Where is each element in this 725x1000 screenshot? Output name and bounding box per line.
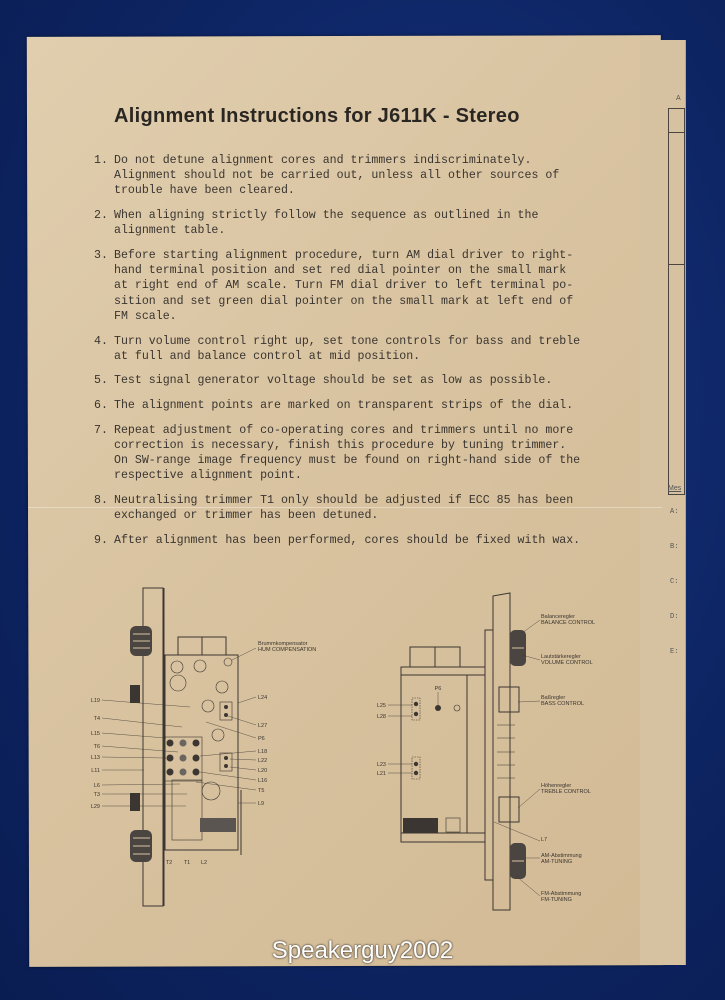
label-t4: T4 (93, 716, 100, 722)
am-de: AM-Abstimmung (541, 853, 582, 859)
label-p6: P6 (258, 736, 265, 742)
item-number: 2. (94, 209, 108, 223)
hum-label-en: HUM COMPENSATION (258, 647, 317, 653)
volume-de: Lautstärkeregler (541, 654, 581, 660)
label-l28: L28 (376, 714, 386, 720)
label-l7: L7 (541, 837, 548, 843)
item-number: 4. (94, 334, 108, 348)
item-number: 1. (94, 154, 108, 167)
fm-de: FM-Abstimmung (541, 891, 582, 897)
row-label: A: (670, 508, 679, 516)
label-l24: L24 (258, 695, 268, 701)
right-chassis-diagram (377, 593, 595, 910)
bass-en: BASS CONTROL (541, 701, 585, 707)
row-label: C: (670, 578, 679, 586)
label-t2: T2 (165, 860, 173, 866)
item-text: Turn volume control right up, set tone controls for bass and treble at full and balance control at mid position. (114, 334, 581, 363)
knob-icon (130, 830, 152, 862)
label-t1: T1 (183, 860, 191, 866)
label-l19: L19 (90, 698, 100, 704)
page-title: Alignment Instructions for J611K - Stereo (114, 105, 520, 127)
row-label: B: (670, 543, 679, 551)
item-text: After alignment has been performed, cores should be fixed with wax. (114, 534, 581, 548)
am-en: AM-TUNING (541, 859, 573, 865)
label-l18: L18 (258, 749, 268, 755)
item-text: Before starting alignment procedure, turn AM dial driver to right- hand terminal position and set red dial pointer on the small mark at right end of AM scale. Turn FM dial driver to left terminal po- sition and set green dial pointer on the small mark at left end of FM scale. (114, 249, 574, 323)
item-text: Repeat adjustment of co-operating cores and trimmers until no more correction is necessary, finish this procedure by tuning trimmer. On SW-range image frequency must be found on right-hand side of the respective alignment point. (114, 423, 581, 483)
left-chassis-diagram (91, 588, 316, 906)
label-l27: L27 (258, 723, 268, 729)
item-number: 3. (94, 249, 108, 263)
label-t3: T3 (93, 792, 100, 798)
item-number: 5. (94, 374, 108, 388)
row-label: D: (670, 613, 679, 621)
item-number: 8. (94, 494, 108, 508)
label-l29: L29 (90, 804, 100, 810)
label-p6: P6 (434, 686, 442, 692)
watermark: Speakerguy2002 (271, 937, 454, 964)
label-l6: L6 (93, 783, 100, 789)
knob-icon (510, 843, 526, 879)
label-l9: L9 (258, 801, 265, 807)
coil-grid (164, 737, 202, 781)
fm-en: FM-TUNING (541, 897, 572, 903)
label-l21: L21 (376, 771, 386, 777)
volume-en: VOLUME CONTROL (541, 660, 593, 666)
item-text: When aligning strictly follow the sequence as outlined in the alignment table. (114, 209, 539, 238)
treble-en: TREBLE CONTROL (541, 789, 591, 795)
label-t6: T6 (93, 744, 100, 750)
label-l15: L15 (90, 731, 100, 737)
item-text: Do not detune alignment cores and trimmers indiscriminately. Alignment should not be carried out, unless all other sources of trouble have been cleared. (114, 154, 560, 198)
label-l22: L22 (258, 758, 268, 764)
balance-en: BALANCE CONTROL (541, 620, 596, 626)
knob-icon (130, 626, 152, 656)
bass-de: Baßregler (541, 695, 566, 701)
label-t5: T5 (258, 788, 265, 794)
knob-icon (510, 630, 526, 666)
hum-label-de: Brummkompensator (258, 641, 308, 647)
balance-de: Balanceregler (541, 614, 575, 620)
back-page-header: A (676, 95, 681, 102)
item-number: 6. (94, 399, 108, 413)
row-label: E: (670, 648, 679, 656)
label-l13: L13 (90, 755, 100, 761)
label-l16: L16 (258, 778, 268, 784)
item-text: The alignment points are marked on transparent strips of the dial. (114, 399, 574, 413)
back-page-meas: Mes (668, 485, 682, 492)
item-number: 9. (94, 534, 108, 548)
label-l20: L20 (258, 768, 268, 774)
item-text: Neutralising trimmer T1 only should be adjusted if ECC 85 has been exchanged or trimmer has been detuned. (114, 494, 574, 523)
label-l2: L2 (200, 860, 208, 866)
item-number: 7. (94, 423, 108, 437)
label-l11: L11 (91, 768, 100, 774)
label-l23: L23 (376, 762, 386, 768)
item-text: Test signal generator voltage should be set as low as possible. (114, 374, 553, 388)
label-l25: L25 (376, 703, 386, 709)
treble-de: Höhenregler (541, 783, 572, 789)
